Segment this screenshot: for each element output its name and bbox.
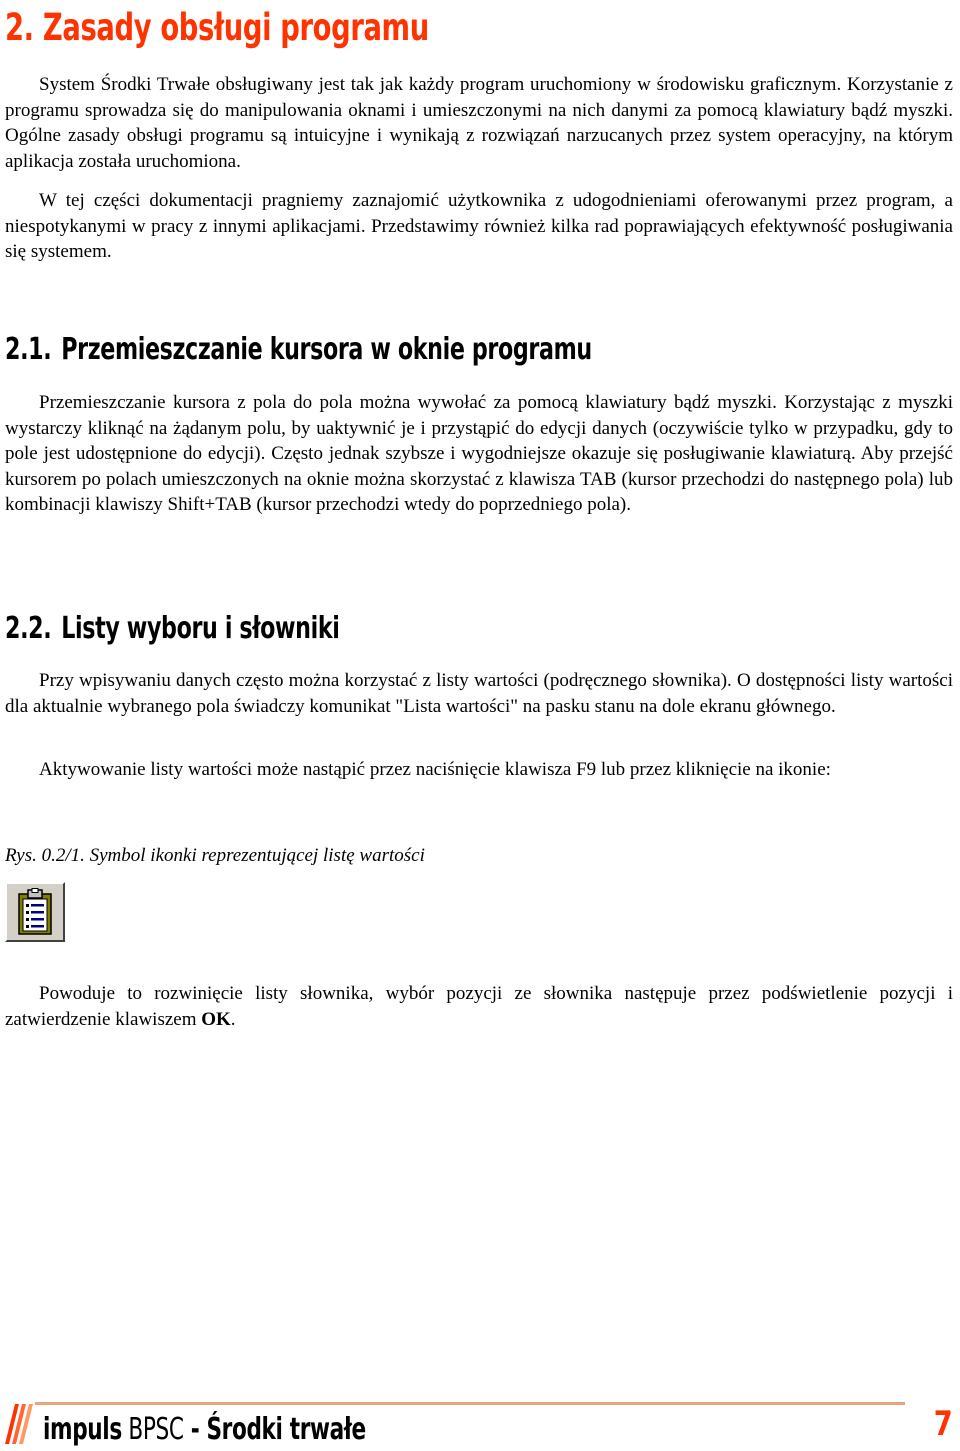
section-2-1-heading: [5, 332, 592, 367]
section-2-1-paragraph: Przemieszczanie kursora z pola do pola można wywołać za pomocą klawiatury bądź myszki. Korzystając z myszki wystarczy kliknąć na żądanym polu, by uaktywnić je i przystąpić do edycji danych (oczywiście tylko w przypadku, gdy to pole jest udostępnione do edycji). Często jednak szybsze i wygodniejsze okazuje się posługiwanie klawiaturą. Aby przejść kursorem po polach umieszczonych na oknie można skorzystać z klawisza TAB (kursor przechodzi do następnego pola) lub kombinacji klawiszy Shift+TAB (kursor przechodzi wtedy do poprzedniego pola).: [5, 392, 953, 516]
footer-brand-product: - Środki trwałe: [183, 1412, 366, 1447]
footer-stripes-logo: [5, 1400, 41, 1446]
section-2-1-title: Przemieszczanie kursora w oknie programu: [61, 332, 592, 367]
section-2-2-paragraph-3: [5, 981, 953, 1032]
paragraph-3-text: Powoduje to rozwinięcie listy słownika, wybór pozycji ze słownika następuje przez podświetlenie pozycji i zatwierdzenie klawiszem: [5, 983, 953, 1030]
section-2-1-number: 2.1.: [5, 332, 52, 367]
section-2-2-number: 2.2.: [5, 611, 52, 646]
section-2-2-paragraph-1: Przy wpisywaniu danych często można korzystać z listy wartości (podręcznego słownika). O dostępności listy wartości dla aktualnie wybranego pola świadczy komunikat "Lista wartości" na pasku stanu na dole ekranu głównego.: [5, 670, 953, 717]
section-2-2-title: Listy wyboru i słowniki: [61, 611, 340, 646]
intro-paragraph-1: System Środki Trwałe obsługiwany jest tak jak każdy program uruchomiony w środowisku graficznym. Korzystanie z programu sprowadza się do manipulowania oknami i umieszczonymi na nich danymi za pomocą klawiatury bądź myszki. Ogólne zasady obsługi programu są intuicyjne i wynikają z rozwiązań narzucanych przez system operacyjny, na którym aplikacja została uruchomiona.: [5, 74, 953, 172]
footer-rule: [35, 1402, 905, 1405]
footer-brand: [43, 1412, 366, 1447]
ok-key-label: OK: [201, 1008, 231, 1030]
footer-brand-impuls: impuls: [43, 1412, 122, 1447]
figure-caption: Rys. 0.2/1. Symbol ikonki reprezentującej listę wartości: [5, 845, 425, 866]
page-number: 7: [934, 1404, 953, 1444]
section-2-2-heading: [5, 611, 339, 646]
footer-brand-bpsc: BPSC: [121, 1412, 184, 1447]
value-list-button[interactable]: [5, 882, 65, 942]
document-page: [5, 0, 953, 1451]
section-2-2-paragraph-2: Aktywowanie listy wartości może nastąpić przez naciśnięcie klawisza F9 lub przez kliknięcie na ikonie:: [39, 759, 831, 780]
paragraph-3-end: .: [230, 1008, 236, 1030]
clipboard-list-icon: [15, 888, 55, 936]
chapter-heading: 2. Zasady obsługi programu: [5, 6, 429, 49]
intro-paragraph-2: W tej części dokumentacji pragniemy zaznajomić użytkownika z udogodnieniami oferowanymi przez program, a niespotykanymi w pracy z innymi aplikacjami. Przedstawimy również kilka rad poprawiających efektywność posługiwania się systemem.: [5, 190, 953, 263]
